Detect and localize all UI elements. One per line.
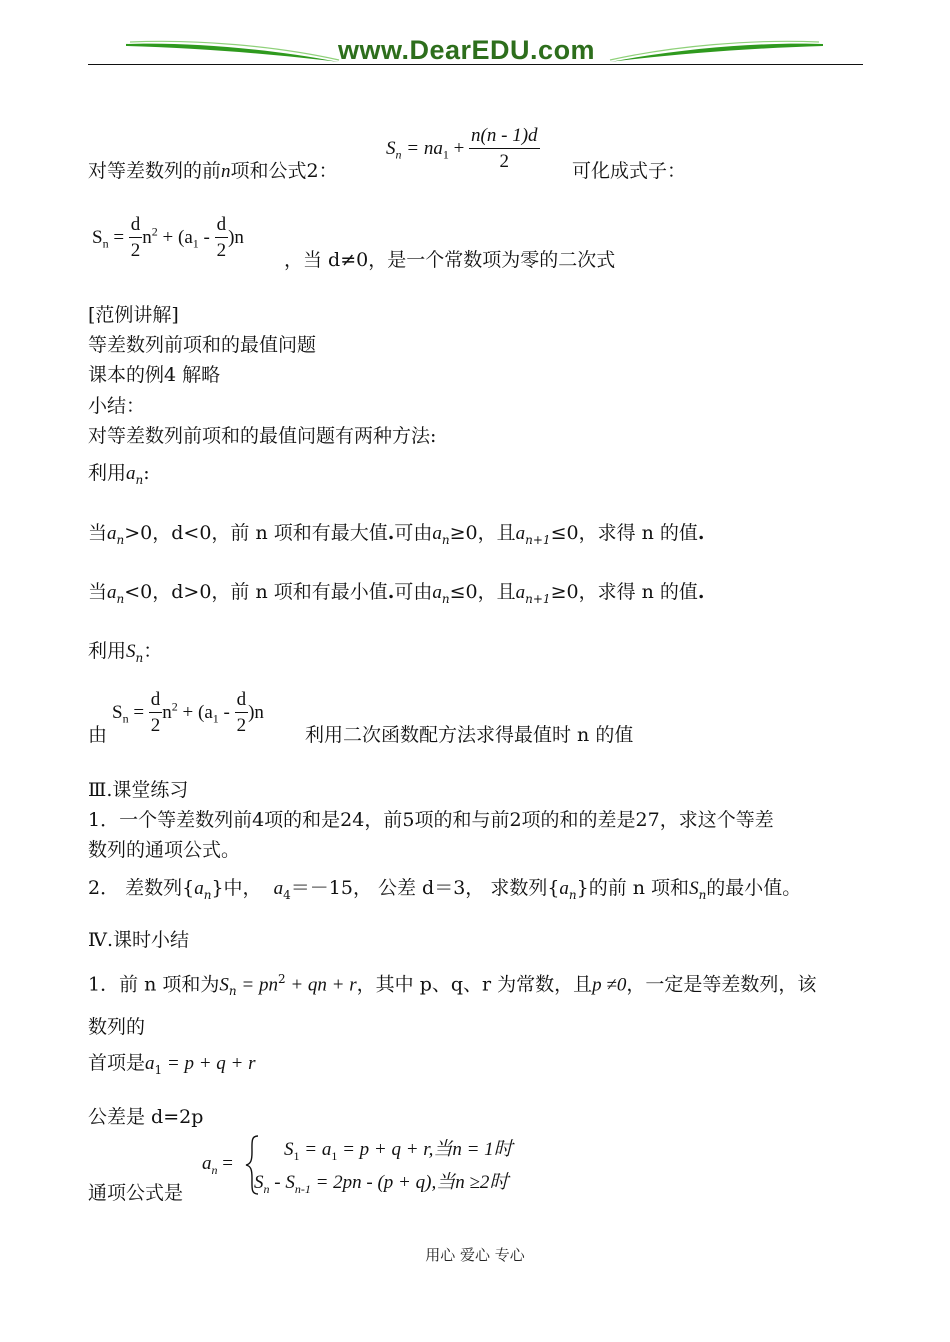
exercise-1-line-2: 数列的通项公式。 — [88, 839, 241, 861]
quadratic-form-formula: $S_n$ = $\frac{d}{2}$ $n^2 + (a_1$ - $\frac{d}{2}$ )n — [92, 214, 244, 261]
quadratic-form-formula-2: $S_n$ = $\frac{d}{2}$ $n^2 + (a_1$ - $\frac{d}{2}$ )n — [112, 689, 264, 736]
sum-formula-line — [88, 158, 338, 185]
general-term-label: 通项公式是 — [88, 1182, 184, 1204]
exercise-1-line-1: 1．一个等差数列前4项的和是24，前5项的和与前2项的和的差是27，求这个等差 — [88, 809, 774, 831]
piecewise-case-2: $S_n - S_{n-1} = 2pn - (p + q)$,当n ≥2时 — [254, 1172, 509, 1196]
example-topic: 等差数列前项和的最值问题 — [88, 334, 317, 356]
sum-formula-2: $S_n = na_1$ + $\frac{n(n - 1)d}{2}$ — [386, 124, 540, 175]
general-term-lhs: $a_n$ = — [202, 1153, 233, 1177]
use-sn-line: 利用$S_n$： — [88, 640, 163, 665]
textbook-example: 课本的例4 解略 — [88, 364, 221, 386]
quadratic-form-note: ，当 d≠0，是一个常数项为零的二次式 — [284, 249, 616, 271]
max-case-line: 当$a_n>0$，d<0，前 n 项和有最大值.可由$a_n\ge 0$，且$a_{n+1}\le 0$，求得 n 的值. — [88, 522, 705, 547]
completing-square-note: 利用二次函数配方法求得最值时 n 的值 — [305, 724, 634, 746]
sum-formula-post: 可化成式子： — [572, 160, 687, 182]
min-case-line: 当$a_n<0$，d>0，前 n 项和有最小值.可由$a_n\le 0$，且$a_{n+1}\ge 0$，求得 n 的值. — [88, 581, 705, 606]
example-heading: [范例讲解] — [88, 304, 179, 326]
site-logo: www.DearEDU.com — [338, 35, 596, 65]
summary-item-1-cont: 数列的 — [88, 1016, 146, 1038]
header-swoosh-left — [126, 38, 341, 66]
piecewise-case-1: $S_1 = a_1 = p + q + r$,当n = 1时 — [284, 1139, 513, 1163]
footer-text: 用心 爱心 专心 — [425, 1246, 525, 1264]
fraction: $\frac{n(n - 1)d}{2}$ — [471, 125, 538, 172]
summary-item-1: 1．前 n 项和为$S_n = pn^2$ + qn + r，其中 p、q、r 为常数，且p ≠0，一定是等差数列，该 — [88, 972, 817, 999]
header-rule — [88, 64, 863, 65]
use-an-line: 利用$a_n$: — [88, 462, 150, 487]
sum-formula-intro: 对等差数列的前 — [88, 160, 222, 182]
section-summary-heading: Ⅳ.课时小结 — [88, 929, 190, 951]
from-label: 由 — [88, 724, 108, 746]
sum-formula-label: 项和公式2： — [230, 160, 338, 182]
common-difference-line: 公差是 d=2p — [88, 1106, 204, 1128]
section-practice-heading: Ⅲ.课堂练习 — [88, 779, 189, 801]
n-symbol: n — [221, 161, 231, 182]
first-term-line: 首项是$a_1 = p + q + r$ — [88, 1052, 256, 1077]
header-swoosh-right — [608, 38, 823, 66]
exercise-2: 2． 差数列$\{a_n\}$中， $a_4=-15$， 公差 d＝3， 求数列$\{a_n\}$的前 n 项和$S_n$的最小值。 — [88, 877, 802, 902]
methods-line: 对等差数列前项和的最值问题有两种方法: — [88, 425, 437, 447]
summary-label: 小结： — [88, 395, 146, 417]
